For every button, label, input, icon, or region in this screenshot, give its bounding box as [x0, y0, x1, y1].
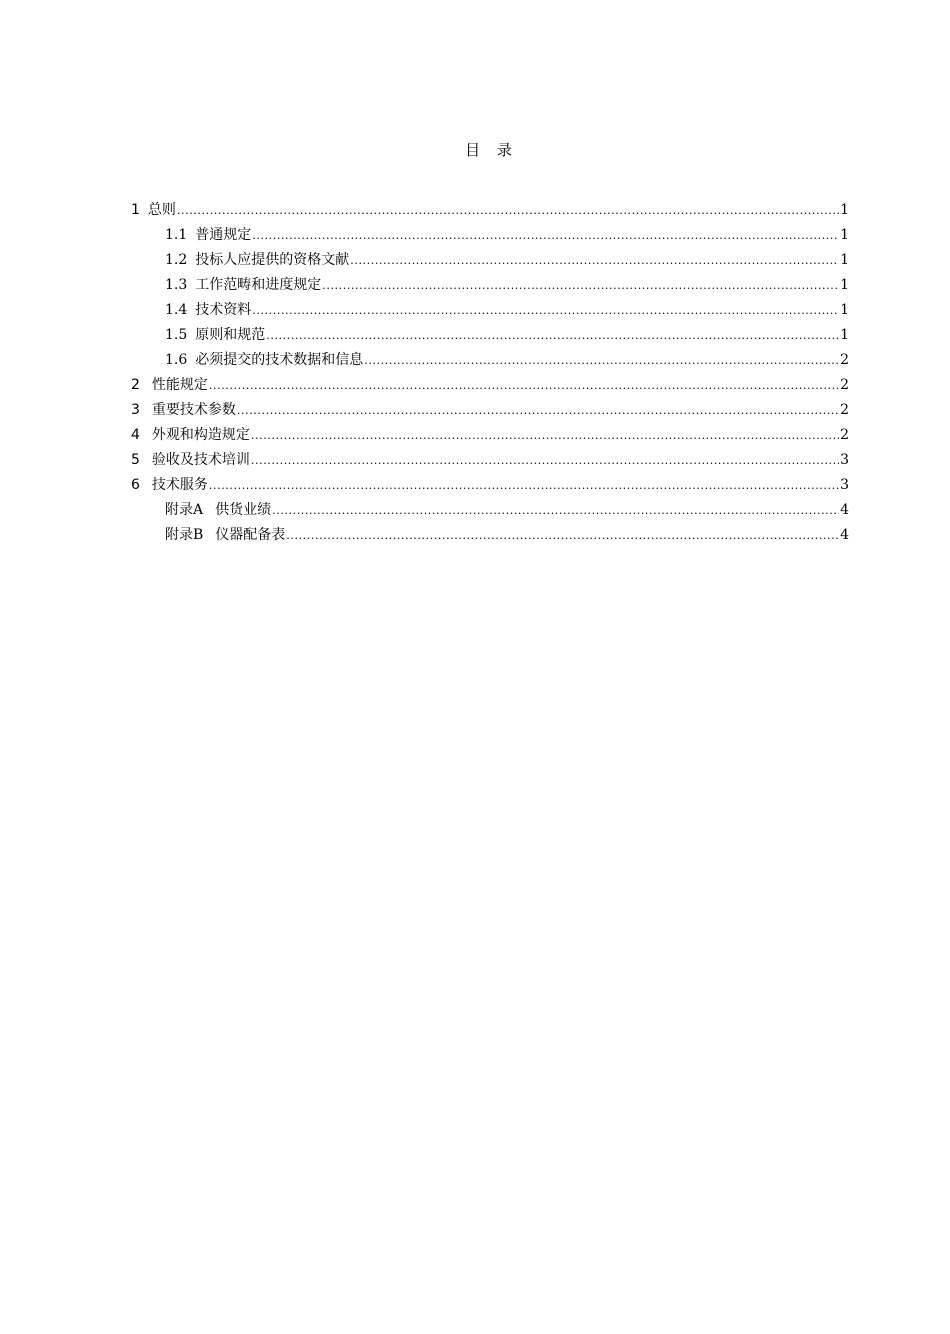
toc-entry-page: 2 — [840, 352, 849, 368]
dot-leader — [237, 398, 839, 423]
toc-entry-title: 重要技术参数 — [151, 402, 236, 418]
toc-entry[interactable] — [131, 398, 849, 423]
toc-entry[interactable] — [131, 498, 849, 523]
toc-entry-title: 验收及技术培训 — [151, 452, 250, 468]
dot-leader — [251, 448, 839, 473]
toc-entry[interactable] — [131, 523, 849, 548]
toc-entry-page: 3 — [840, 477, 849, 493]
toc-entry-number: 1.6 — [165, 352, 188, 368]
toc-entry-number: 1.1 — [165, 227, 188, 243]
toc-entry[interactable] — [131, 273, 849, 298]
dot-leader — [252, 223, 839, 248]
toc-entry-page: 1 — [840, 202, 849, 218]
toc-entry-title: 技术资料 — [195, 302, 252, 318]
toc-entry-page: 1 — [840, 327, 849, 343]
table-of-contents — [131, 198, 849, 548]
toc-entry-page: 4 — [840, 527, 849, 543]
toc-entry-title: 供货业绩 — [215, 502, 272, 518]
toc-entry-page: 2 — [840, 377, 849, 393]
dot-leader — [251, 423, 839, 448]
toc-entry[interactable] — [131, 373, 849, 398]
toc-entry[interactable] — [131, 223, 849, 248]
toc-entry[interactable] — [131, 448, 849, 473]
toc-entry-number: 附录B — [165, 527, 204, 543]
toc-entry-number: 3 — [131, 402, 140, 418]
toc-entry-page: 2 — [840, 427, 849, 443]
toc-entry-page: 2 — [840, 402, 849, 418]
toc-entry[interactable] — [131, 298, 849, 323]
toc-entry-number: 1.3 — [165, 277, 188, 293]
toc-entry[interactable] — [131, 323, 849, 348]
toc-entry[interactable] — [131, 248, 849, 273]
toc-entry-page: 4 — [840, 502, 849, 518]
toc-entry-title: 总则 — [147, 202, 176, 218]
toc-entry-page: 1 — [840, 302, 849, 318]
toc-entry-page: 3 — [840, 452, 849, 468]
toc-entry-page: 1 — [840, 227, 849, 243]
toc-entry-page: 1 — [840, 252, 849, 268]
dot-leader — [266, 323, 839, 348]
toc-entry-number: 1.5 — [165, 327, 188, 343]
dot-leader — [177, 198, 839, 223]
toc-entry-title: 必须提交的技术数据和信息 — [195, 352, 364, 368]
toc-title: 目 录 — [465, 141, 518, 159]
toc-entry-title: 性能规定 — [151, 377, 208, 393]
toc-entry-number: 4 — [131, 427, 140, 443]
toc-entry[interactable] — [131, 348, 849, 373]
toc-entry[interactable] — [131, 423, 849, 448]
toc-entry-number: 附录A — [165, 502, 204, 518]
toc-entry[interactable] — [131, 473, 849, 498]
toc-entry-page: 1 — [840, 277, 849, 293]
toc-entry-number: 1 — [131, 202, 140, 218]
toc-entry-title: 外观和构造规定 — [151, 427, 250, 443]
toc-entry-title: 投标人应提供的资格文献 — [195, 252, 350, 268]
toc-entry-number: 1.4 — [165, 302, 188, 318]
toc-entry-number: 1.2 — [165, 252, 188, 268]
dot-leader — [252, 298, 839, 323]
dot-leader — [209, 373, 839, 398]
dot-leader — [322, 273, 839, 298]
toc-entry-number: 6 — [131, 477, 140, 493]
toc-entry-number: 5 — [131, 452, 140, 468]
toc-entry-title: 仪器配备表 — [215, 527, 286, 543]
toc-entry-title: 原则和规范 — [195, 327, 266, 343]
dot-leader — [272, 498, 839, 523]
dot-leader — [364, 348, 839, 373]
dot-leader — [286, 523, 839, 548]
dot-leader — [350, 248, 839, 273]
toc-entry-title: 技术服务 — [151, 477, 208, 493]
dot-leader — [209, 473, 839, 498]
toc-entry-title: 普通规定 — [195, 227, 252, 243]
toc-entry[interactable] — [131, 198, 849, 223]
toc-entry-title: 工作范畴和进度规定 — [195, 277, 322, 293]
toc-entry-number: 2 — [131, 377, 140, 393]
